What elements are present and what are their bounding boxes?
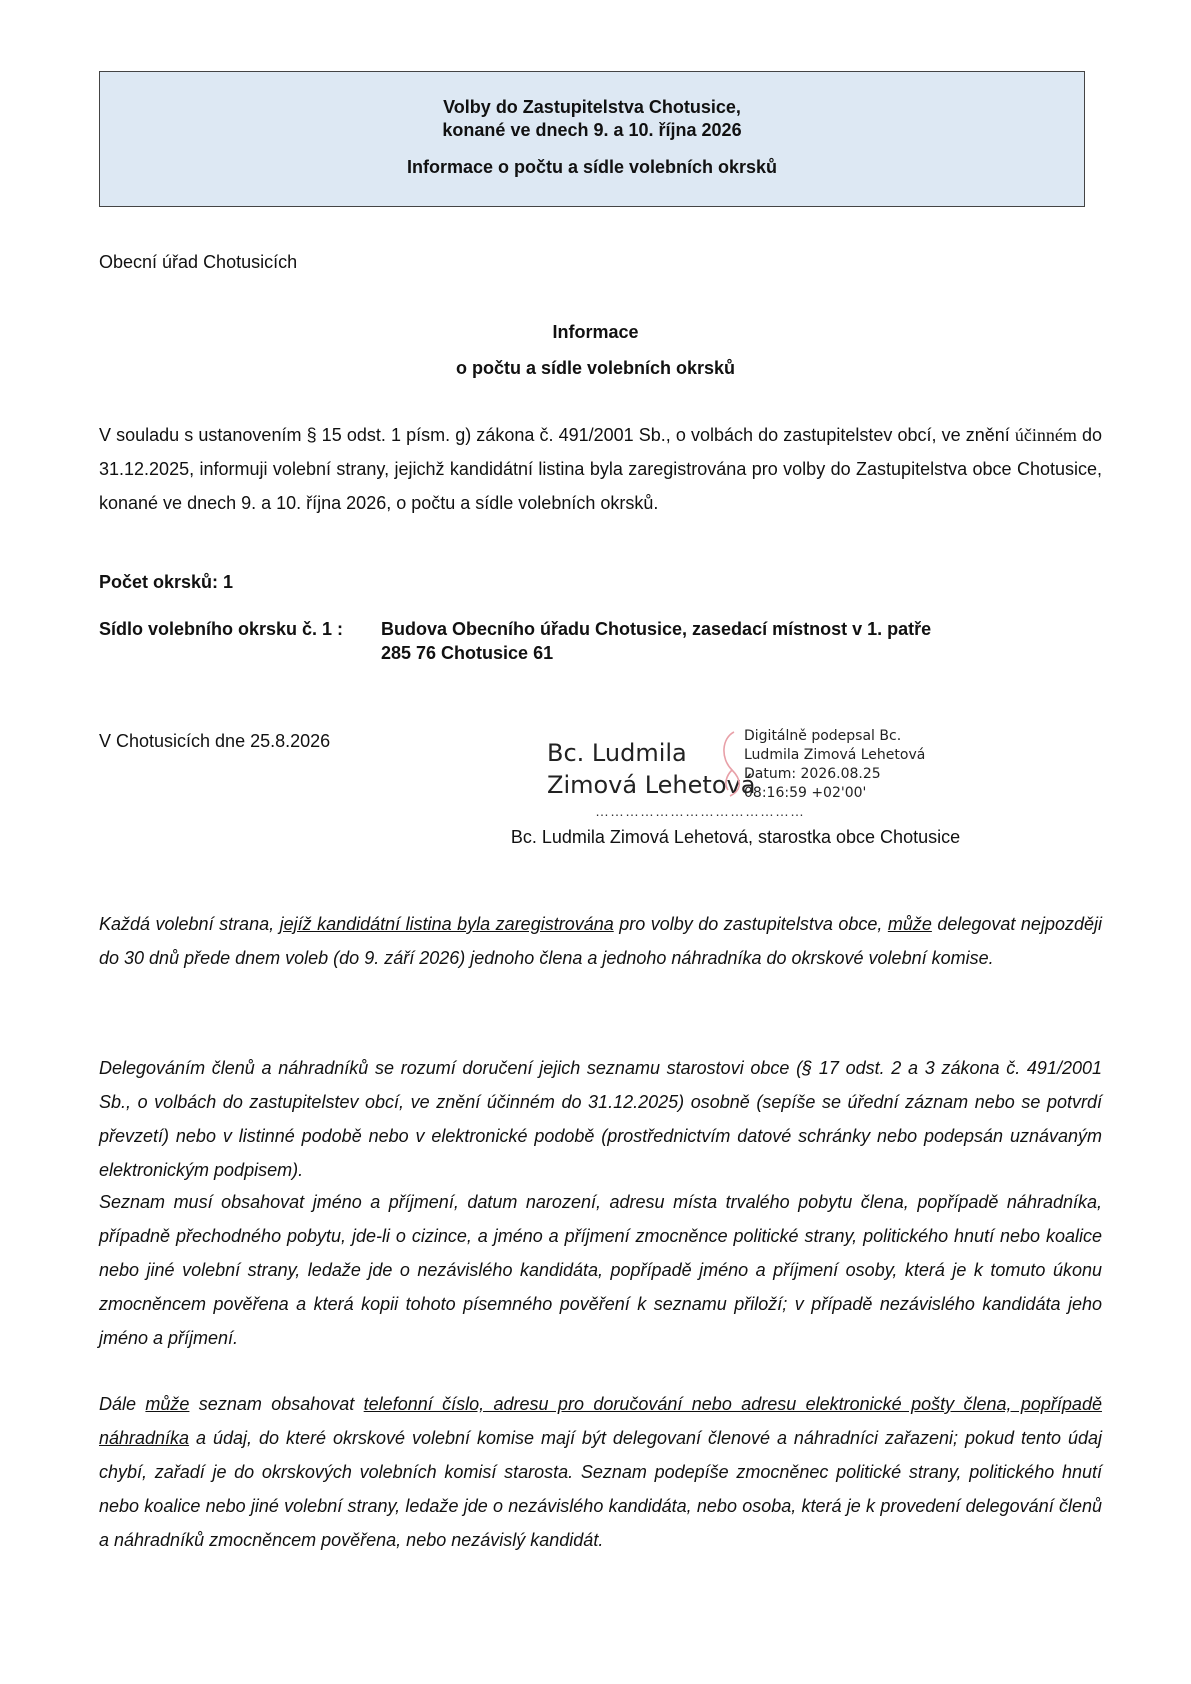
signature-details [744,727,925,803]
underlined-text: může [145,1394,190,1414]
text-segment: a údaj, do které okrskové volební komise mají být delegovaní členové a náhradníci zařazeni; pokud tento údaj chybí, zařadí je do okrskových volebních komisí starosta. Seznam podepíše zmocněnec politické strany, politického hnutí nebo koalice nebo jiné volební strany, ledaže jde o nezávislého kandidáta, nebo osoba, která je k provedení delegování členů a náhradníků zmocněncem pověřena, nebo nezávislý kandidát. [99,1428,1102,1550]
intro-text-1: V souladu s ustanovením § 15 odst. 1 písm. g) zákona č. 491/2001 Sb., o volbách do zastupitelstev obcí, ve znění [99,425,1015,445]
underlined-text: telefonní číslo, adresu pro doručování nebo adresu elektronické pošty člena, popřípadě náhradníka [99,1394,1102,1448]
info-subtitle: o počtu a sídle volebních okrsků [455,358,736,378]
office-name: Obecní úřad Chotusicích [99,252,298,272]
info-title: Informace [552,322,639,342]
header-title-line1: Volby do Zastupitelstva Chotusice, [443,97,741,117]
underlined-text: jejíž kandidátní listina byla zaregistrována [279,914,614,934]
intro-paragraph [99,418,1102,520]
signature-dotted-line: …………………………………… [595,803,805,819]
district-count: Počet okrsků: 1 [99,572,234,592]
signature-detail-4: 08:16:59 +02'00' [744,785,867,801]
header-subtitle: Informace o počtu a sídle volebních okrsků [406,157,778,177]
paragraph-delegation-method: Delegováním členů a náhradníků se rozumí doručení jejich seznamu starostovi obce (§ 17 odst. 2 a 3 zákona č. 491/2001 Sb., o volbách do zastupitelstev obcí, ve znění účinném do 31.12.2025) osobně (sepíše se úřední záznam nebo se potvrdí převzetí) nebo v listinné podobě nebo v elektronické podobě (prostřednictvím datové schránky nebo podepsán uznávaným elektronickým podpisem). [99,1058,1102,1180]
signature-name-line1: Bc. Ludmila [547,739,687,767]
signer-name: Bc. Ludmila Zimová Lehetová, starostka obce Chotusice [510,827,961,847]
text-segment: delegovat nejpozději do 30 dnů přede dnem voleb (do 9. září 2026) jednoho člena a jednoho náhradníka do okrskové volební komise. [99,914,1102,968]
district-seat-label: Sídlo volebního okrsku č. 1 : [99,619,344,639]
intro-text-2: účinném [1014,425,1077,445]
paragraph-list-contents: Seznam musí obsahovat jméno a příjmení, datum narození, adresu místa trvalého pobytu člena, popřípadě náhradníka, případně přechodného pobytu, jde-li o cizince, a jméno a příjmení zmocněnce politické strany, politického hnutí nebo koalice nebo jiné volební strany, ledaže jde o nezávislého kandidáta, popřípadě jméno a příjmení osoby, která je k tomuto úkonu zmocněncem pověřena a která kopii tohoto písemného pověření k seznamu přiloží; v případě nezávislého kandidáta jeho jméno a příjmení. [99,1192,1102,1348]
district-seat-address [381,617,931,665]
signature-detail-2: Ludmila Zimová Lehetová [744,747,926,763]
intro-text-3: do 31.12.2025, informuji volební strany, jejichž kandidátní listina byla zaregistrována pro volby do Zastupitelstva obce Chotusice, konané ve dnech 9. a 10. října 2026, o počtu a sídle volebních okrsků. [99,425,1102,513]
place-date: V Chotusicích dne 25.8.2026 [99,731,331,751]
seat-address-line2: 285 76 Chotusice 61 [381,643,554,663]
signature-name-line2: Zimová Lehetová [547,771,756,799]
signature-detail-3: Datum: 2026.08.25 [744,766,881,782]
text-segment: Každá volební strana, [99,914,280,934]
district-seat [99,617,931,665]
paragraph-optional-contents [99,1387,1102,1557]
text-segment: pro volby do zastupitelstva obce, [613,914,888,934]
paragraph-delegation-right [99,907,1102,975]
header-title-line2: konané ve dnech 9. a 10. října 2026 [442,120,742,140]
text-segment: seznam obsahovat [189,1394,364,1414]
signature-detail-1: Digitálně podepsal Bc. [744,728,902,744]
header-box [99,71,1085,207]
text-segment: Dále [99,1394,146,1414]
underlined-text: může [887,914,932,934]
seat-address-line1: Budova Obecního úřadu Chotusice, zasedací místnost v 1. patře [381,619,932,639]
